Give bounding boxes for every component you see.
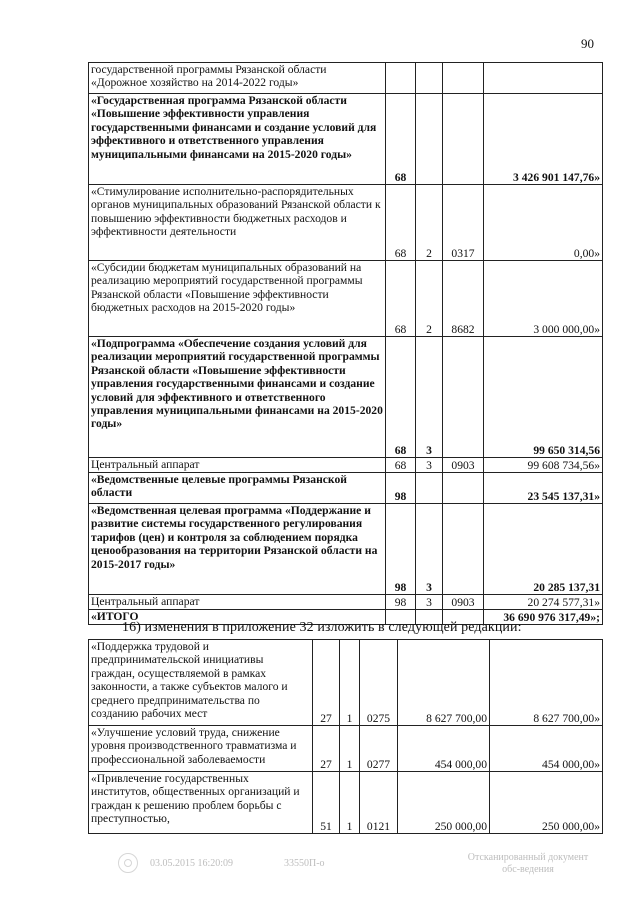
cell-code-2: 1 <box>340 640 360 726</box>
cell-code-2: 2 <box>416 261 443 337</box>
cell-code-3: 0903 <box>443 595 484 610</box>
table-row <box>89 595 603 610</box>
row-name: государственной программы Рязанской области «Дорожное хозяйство на 2014-2022 годы» <box>89 63 386 94</box>
cell-code-3: 0903 <box>443 458 484 473</box>
cell-code-1: 68 <box>386 185 416 261</box>
cell-code-3: 0277 <box>360 726 398 772</box>
footer-note <box>448 852 608 876</box>
cell-code-1: 98 <box>386 504 416 595</box>
cell-code-1 <box>386 63 416 94</box>
cell-code-2: 3 <box>416 458 443 473</box>
cell-code-2: 1 <box>340 772 360 834</box>
cell-code-2: 3 <box>416 337 443 458</box>
cell-amount: 3 000 000,00» <box>484 261 603 337</box>
cell-amount: 20 285 137,31 <box>484 504 603 595</box>
table-row <box>89 473 603 504</box>
cell-code-1: 68 <box>386 337 416 458</box>
cell-amount: 20 274 577,31» <box>484 595 603 610</box>
table-row <box>89 337 603 458</box>
table-row <box>89 504 603 595</box>
table-row <box>89 726 603 772</box>
row-name: Центральный аппарат <box>89 595 386 610</box>
cell-code-3: 0121 <box>360 772 398 834</box>
cell-code-1: 98 <box>386 595 416 610</box>
footer-code: 33550П-о <box>284 858 325 869</box>
total-label: «ИТОГО <box>89 610 386 625</box>
cell-code-2: 1 <box>340 726 360 772</box>
cell-code-2 <box>416 63 443 94</box>
table-row <box>89 458 603 473</box>
cell-amount: 3 426 901 147,76» <box>484 94 603 185</box>
row-name: «Субсидии бюджетам муниципальных образований на реализацию мероприятий государственной программы Рязанской области «Повышение эффективности бюджетных расходов на 2015-2020 годы» <box>89 261 386 337</box>
section-heading: 16) изменения в приложение 32 изложить в следующей редакции: <box>122 620 522 635</box>
table-row <box>89 185 603 261</box>
cell-amount-2: 8 627 700,00» <box>490 640 603 726</box>
cell-amount <box>484 63 603 94</box>
cell-code-1: 68 <box>386 261 416 337</box>
table-row <box>89 772 603 834</box>
cell-amount-1: 250 000,00 <box>398 772 490 834</box>
cell-amount-1: 8 627 700,00 <box>398 640 490 726</box>
budget-table-2 <box>88 639 603 834</box>
table-row <box>89 640 603 726</box>
cell-code-3: 0275 <box>360 640 398 726</box>
footer-note-line-1: Отсканированный документ <box>467 852 589 863</box>
cell-code-3 <box>443 473 484 504</box>
cell-amount: 99 608 734,56» <box>484 458 603 473</box>
cell-code-2 <box>416 94 443 185</box>
cell-amount: 0,00» <box>484 185 603 261</box>
cell-code-2: 3 <box>416 595 443 610</box>
cell-code-3 <box>443 94 484 185</box>
cell-code-1: 68 <box>386 94 416 185</box>
cell-amount: 99 650 314,56 <box>484 337 603 458</box>
cell-code-2: 2 <box>416 185 443 261</box>
row-name: Центральный аппарат <box>89 458 386 473</box>
cell-amount-2: 454 000,00» <box>490 726 603 772</box>
cell-amount-2: 250 000,00» <box>490 772 603 834</box>
cell-code-3: 8682 <box>443 261 484 337</box>
row-name: «Ведомственная целевая программа «Поддержание и развитие системы государственного регулирования тарифов (цен) и контроля за соблюдением порядка ценообразования на территории Рязанской области на 2015-2017 годы» <box>89 504 386 595</box>
cell-code-1: 27 <box>313 726 340 772</box>
cell-code-3: 0317 <box>443 185 484 261</box>
row-name: «Государственная программа Рязанской области «Повышение эффективности управления государственными финансами и создание условий для эффективного и ответственного управления муниципальными финансами на 2015-2020 годы» <box>89 94 386 185</box>
row-name: «Ведомственные целевые программы Рязанской области <box>89 473 386 504</box>
cell-code-3 <box>443 504 484 595</box>
cell-code-2 <box>416 473 443 504</box>
stamp-logo-icon <box>118 853 138 873</box>
cell-amount-1: 454 000,00 <box>398 726 490 772</box>
row-name: «Поддержка трудовой и предпринимательской инициативы граждан, осуществляемой в рамках законности, а также субъектов малого и среднего предпринимательства по созданию рабочих мест <box>89 640 313 726</box>
table-row <box>89 63 603 94</box>
cell-code-3 <box>443 63 484 94</box>
budget-table-1 <box>88 62 603 625</box>
cell-code-1: 51 <box>313 772 340 834</box>
table-row <box>89 261 603 337</box>
total-amount: 36 690 976 317,49»; <box>484 610 603 625</box>
row-name: «Стимулирование исполнительно-распорядительных органов муниципальных образований Рязанской области к повышению эффективности бюджетных расходов и эффективности деятельности <box>89 185 386 261</box>
cell-code-1: 68 <box>386 458 416 473</box>
footer-note-line-2: обс-ведения <box>502 864 554 875</box>
cell-code-1: 27 <box>313 640 340 726</box>
table-row <box>89 94 603 185</box>
footer-date: 03.05.2015 16:20:09 <box>150 858 234 869</box>
cell-amount: 23 545 137,31» <box>484 473 603 504</box>
cell-code-1: 98 <box>386 473 416 504</box>
cell-code-2: 3 <box>416 504 443 595</box>
row-name: «Привлечение государственных институтов, общественных организаций и граждан к решению проблем борьбы с преступностью, <box>89 772 313 834</box>
row-name: «Подпрограмма «Обеспечение создания условий для реализации мероприятий государственной программы Рязанской области «Повышение эффективности управления государственными финансами и создание условий для эффективного и ответственного управления муниципальными финансами на 2015-2020 годы» <box>89 337 386 458</box>
cell-code-3 <box>443 337 484 458</box>
row-name: «Улучшение условий труда, снижение уровня производственного травматизма и профессиональной заболеваемости <box>89 726 313 772</box>
page-number: 90 <box>581 36 594 51</box>
